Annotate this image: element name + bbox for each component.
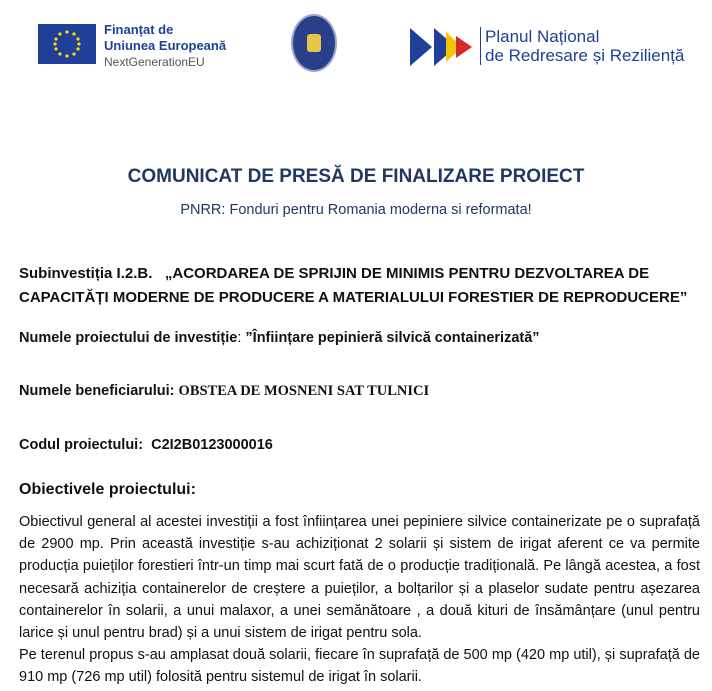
objectives-paragraph-2: Pe terenul propus s-au amplasat două solarii, fiecare în suprafață de 500 mp (420 mp util), și suprafață de 910 mp (726 mp util) folosită pentru sistemul de irigat în solarii. xyxy=(19,647,700,686)
page-title: COMUNICAT DE PRESĂ DE FINALIZARE PROIECT xyxy=(127,166,585,187)
subinvestment-text: „ACORDAREA DE SPRIJIN DE MINIMIS PENTRU DEZVOLTAREA DE CAPACITĂȚI MODERNE DE PRODUCERE A MATERIALULUI FORESTIER DE REPRODUCERE” xyxy=(19,265,688,306)
pnrr-logo-icon xyxy=(410,28,476,66)
eu-line3: NextGenerationEU xyxy=(104,55,205,69)
project-name-label: Numele proiectului de investiție xyxy=(19,330,238,346)
project-name: Numele proiectului de investiție: ”Înființare pepinieră silvică containerizată” xyxy=(19,330,540,346)
beneficiary xyxy=(19,380,700,402)
objectives-heading: Obiectivele proiectului: xyxy=(19,481,196,498)
subinvestment-label: Subinvestiția I.2.B. xyxy=(19,265,153,282)
project-code-value: C2I2B0123000016 xyxy=(151,437,273,453)
beneficiary-value: OBSTEA DE MOSNENI SAT TULNICI xyxy=(178,383,430,399)
eu-funding-text xyxy=(104,22,226,70)
project-code xyxy=(19,434,700,456)
project-name-value: ”Înființare pepinieră silvică containerizată” xyxy=(245,330,540,346)
eu-line2: Uniunea Europeană xyxy=(104,38,227,53)
beneficiary-label: Numele beneficiarului: xyxy=(19,383,175,399)
pnrr-line2: de Redresare și Reziliență xyxy=(485,46,685,65)
pnrr-text xyxy=(480,27,684,65)
project-code-label: Codul proiectului: xyxy=(19,437,144,453)
romanian-government-seal-logo xyxy=(291,14,337,72)
subinvestment xyxy=(19,262,700,310)
pnrr-line1: Planul Național xyxy=(485,27,600,46)
eu-flag-logo xyxy=(38,24,96,64)
eu-line1: Finanțat de xyxy=(104,22,174,37)
objectives-paragraph-1: Obiectivul general al acestei investiții a fost înființarea unei pepiniere silvice containerizate pe o suprafață de 2900 mp. Prin această investiție s-au achiziționat 2 solarii și sistem de irigat aferent ce va permite producția puieților forestieri într-un timp mai scurt fată de o producție tradițională. Pe lângă acestea, a fost necesară achiziția containerelor de creștere a puieților, a bolțarilor și a plaselor sudate pentru așezarea containerelor în solarii, a unui malaxor, a unei semănătoare , a două kituri de însămânțare (unul pentru larice și unul pentru brad) și a unui sistem de irigat pentru sola. xyxy=(19,514,700,642)
page-subtitle: PNRR: Fonduri pentru Romania moderna si reformata! xyxy=(180,202,532,218)
